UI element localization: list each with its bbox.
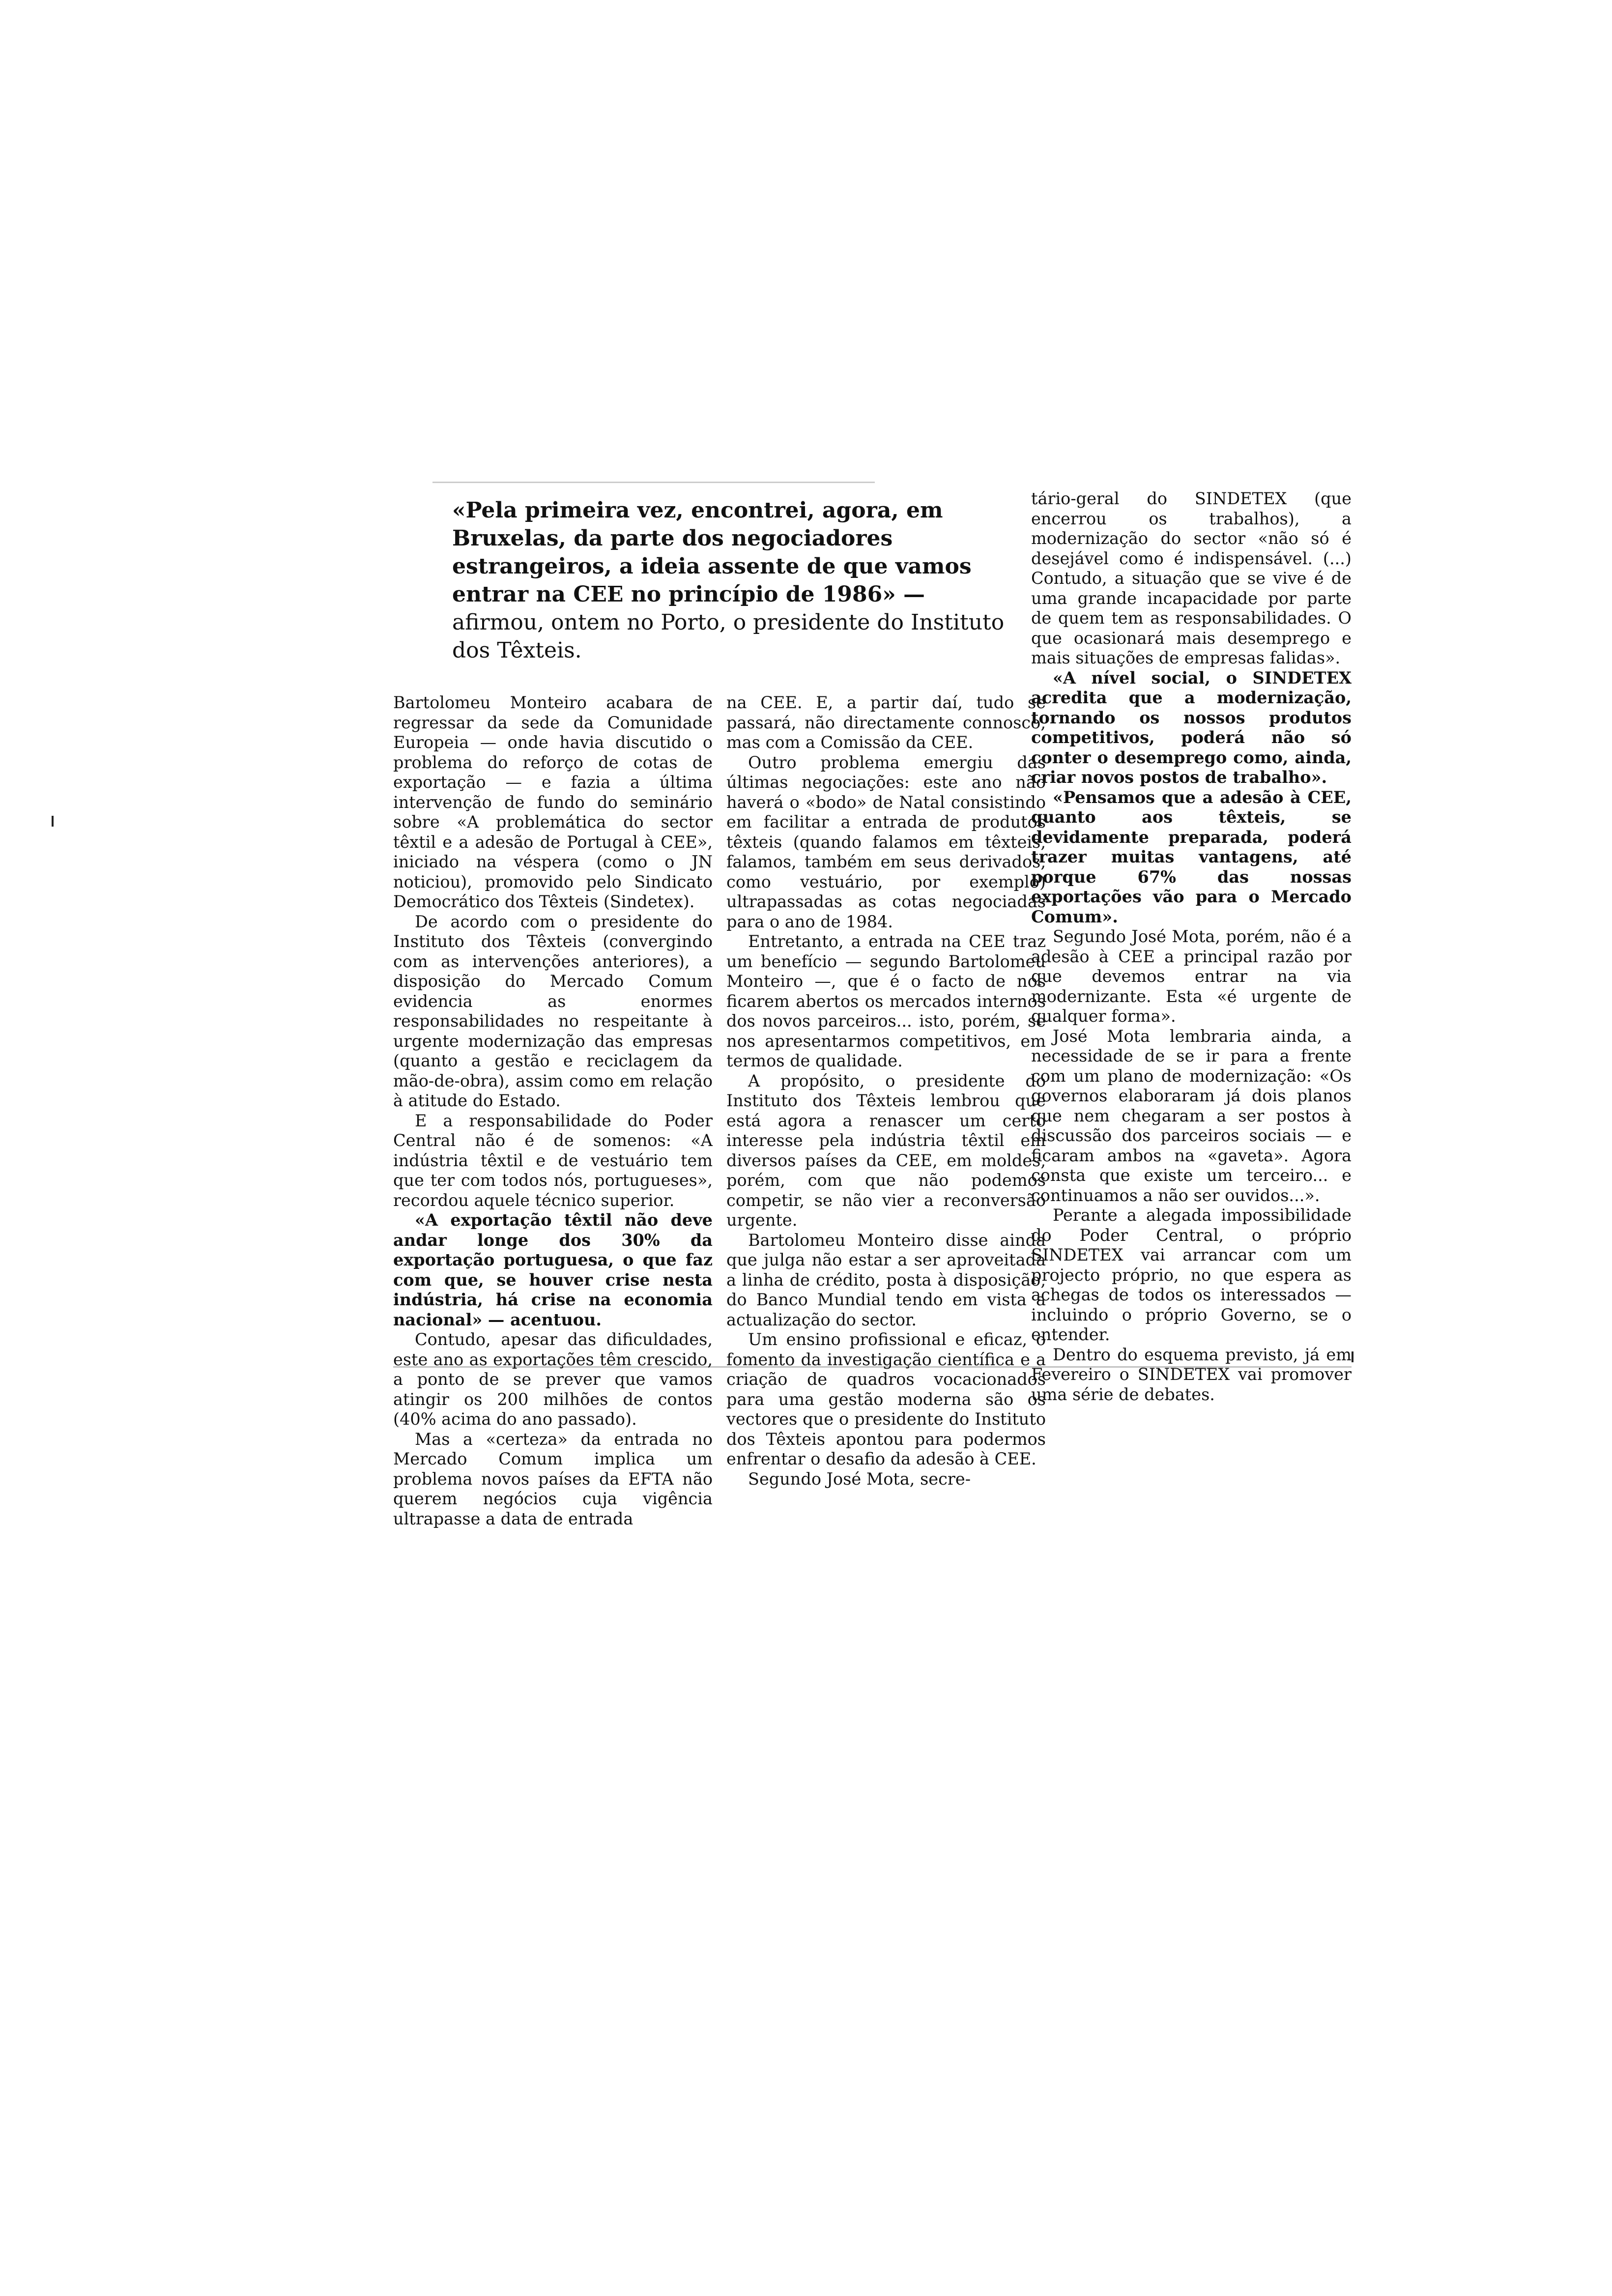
column-2 [726,693,1046,1489]
lead-quote: «Pela primeira vez, encontrei, agora, em Bruxelas, da parte dos negociadores estrangeiros, a ideia assente de que vamos entrar na CEE no princípio de 1986» — [452,498,972,607]
paragraph: Entretanto, a entrada na CEE traz um benefício — segundo Bartolomeu Monteiro —, que é o facto de nos ficarem abertos os mercados internos dos novos parceiros... isto, porém, se nos apresentarmos competitivos, em termos de qualidade. [726,932,1046,1070]
paragraph: E a responsabilidade do Poder Central não é de somenos: «A indústria têxtil e de vestuário tem que ter com todos nós, portugueses», recordou aquele técnico superior. [393,1111,713,1210]
scan-noise-top [432,482,875,483]
quote-paragraph: «A exportação têxtil não deve andar longe dos 30% da exportação portuguesa, o que faz com que, se houver crise nesta indústria, há crise na economia nacional» — acentuou. [393,1210,713,1329]
paragraph: Contudo, apesar das dificuldades, este ano as exportações têm crescido, a ponto de se prever que vamos atingir os 200 milhões de contos (40% acima do ano passado). [393,1330,713,1429]
paragraph: De acordo com o presidente do Instituto dos Têxteis (convergindo com as intervenções anteriores), a disposição do Mercado Comum evidencia as enormes responsabilidades no respeitante à urgente modernização das empresas (quanto a gestão e reciclagem da mão-de-obra), assim como em relação à atitude do Estado. [393,912,713,1110]
paragraph: Dentro do esquema previsto, já em Fevereiro o SINDETEX vai promover uma série de debates. [1031,1345,1352,1404]
paragraph: Um ensino profissional e eficaz, o fomento da investigação científica e a criação de quadros vocacionados para uma gestão moderna são os vectores que o presidente do Instituto dos Têxteis apontou para podermos enfrentar o desafio da adesão à CEE. [726,1330,1046,1468]
paragraph: José Mota lembraria ainda, a necessidade de se ir para a frente com um plano de modernização: «Os governos elaboraram já dois planos que nem chegaram a ser postos à discussão dos parceiros sociais — e ficaram ambos na «gaveta». Agora consta que existe um terceiro... e continuamos a não ser ouvidos...». [1031,1026,1352,1205]
paragraph: Outro problema emergiu das últimas negociações: este ano não haverá o «bodo» de Natal consistindo em facilitar a entrada de produtos têxteis (quando falamos em têxteis, falamos, também em seus derivados, como vestuário, por exemplo) ultrapassadas as cotas negociadas para o ano de 1984. [726,752,1046,931]
paragraph: Perante a alegada impossibilidade do Poder Central, o próprio SINDETEX vai arrancar com um projecto próprio, no que espera as achegas de todos os interessados — incluindo o próprio Governo, se o entender. [1031,1205,1352,1344]
quote-paragraph: «Pensamos que a adesão à CEE, quanto aos têxteis, se devidamente preparada, poderá trazer muitas vantagens, até porque 67% das nossas exportações vão para o Mercado Comum». [1031,787,1352,926]
paragraph: Mas a «certeza» da entrada no Mercado Comum implica um problema novos países da EFTA não querem negócios cuja vigência ultrapasse a data de entrada [393,1429,713,1528]
scan-mark-left [52,816,54,827]
paragraph: Segundo José Mota, porém, não é a adesão à CEE a principal razão por que devemos entrar na via modernizante. Esta «é urgente de qualquer forma». [1031,927,1352,1026]
paragraph: Segundo José Mota, secre- [748,1469,971,1489]
lead-attribution: afirmou, ontem no Porto, o presidente do Instituto dos Têxteis. [452,610,1005,663]
column-1 [393,693,713,1529]
scan-mark-right [1352,1351,1353,1362]
quote-paragraph: «A nível social, o SINDETEX acredita que a modernização, tornando os nossos produtos competitivos, poderá não só conter o desemprego como, ainda, criar novos postos de trabalho». [1031,668,1352,787]
lead-paragraph [452,496,1017,664]
newspaper-clipping [374,472,1356,1528]
column-3 [1031,489,1352,1405]
paragraph: Bartolomeu Monteiro acabara de regressar da sede da Comunidade Europeia — onde havia discutido o problema do reforço de cotas de exportação — e fazia a última intervenção de fundo do seminário sobre «A problemática do sector têxtil e a adesão de Portugal à CEE», iniciado na véspera (como o JN noticiou), promovido pelo Sindicato Democrático dos Têxteis (Sindetex). [393,693,713,911]
paragraph: tário-geral do SINDETEX (que encerrou os trabalhos), a modernização do sector «não só é desejável como é indispensável. (...) Contudo, a situação que se vive é de uma grande incapacidade por parte de quem tem as responsabilidades. O que ocasionará mais desemprego e mais situações de empresas falidas». [1031,489,1352,667]
paragraph: na CEE. E, a partir daí, tudo se passará, não directamente connosco, mas com a Comissão da CEE. [726,693,1046,752]
paragraph: A propósito, o presidente do Instituto dos Têxteis lembrou que está agora a renascer um certo interesse pela indústria têxtil em diversos países da CEE, em moldes, porém, com que não podemos competir, se não vier a reconversão urgente. [726,1071,1046,1230]
paragraph: Bartolomeu Monteiro disse ainda que julga não estar a ser aproveitada a linha de crédito, posta à disposição, do Banco Mundial tendo em vista a actualização do sector. [726,1230,1046,1329]
